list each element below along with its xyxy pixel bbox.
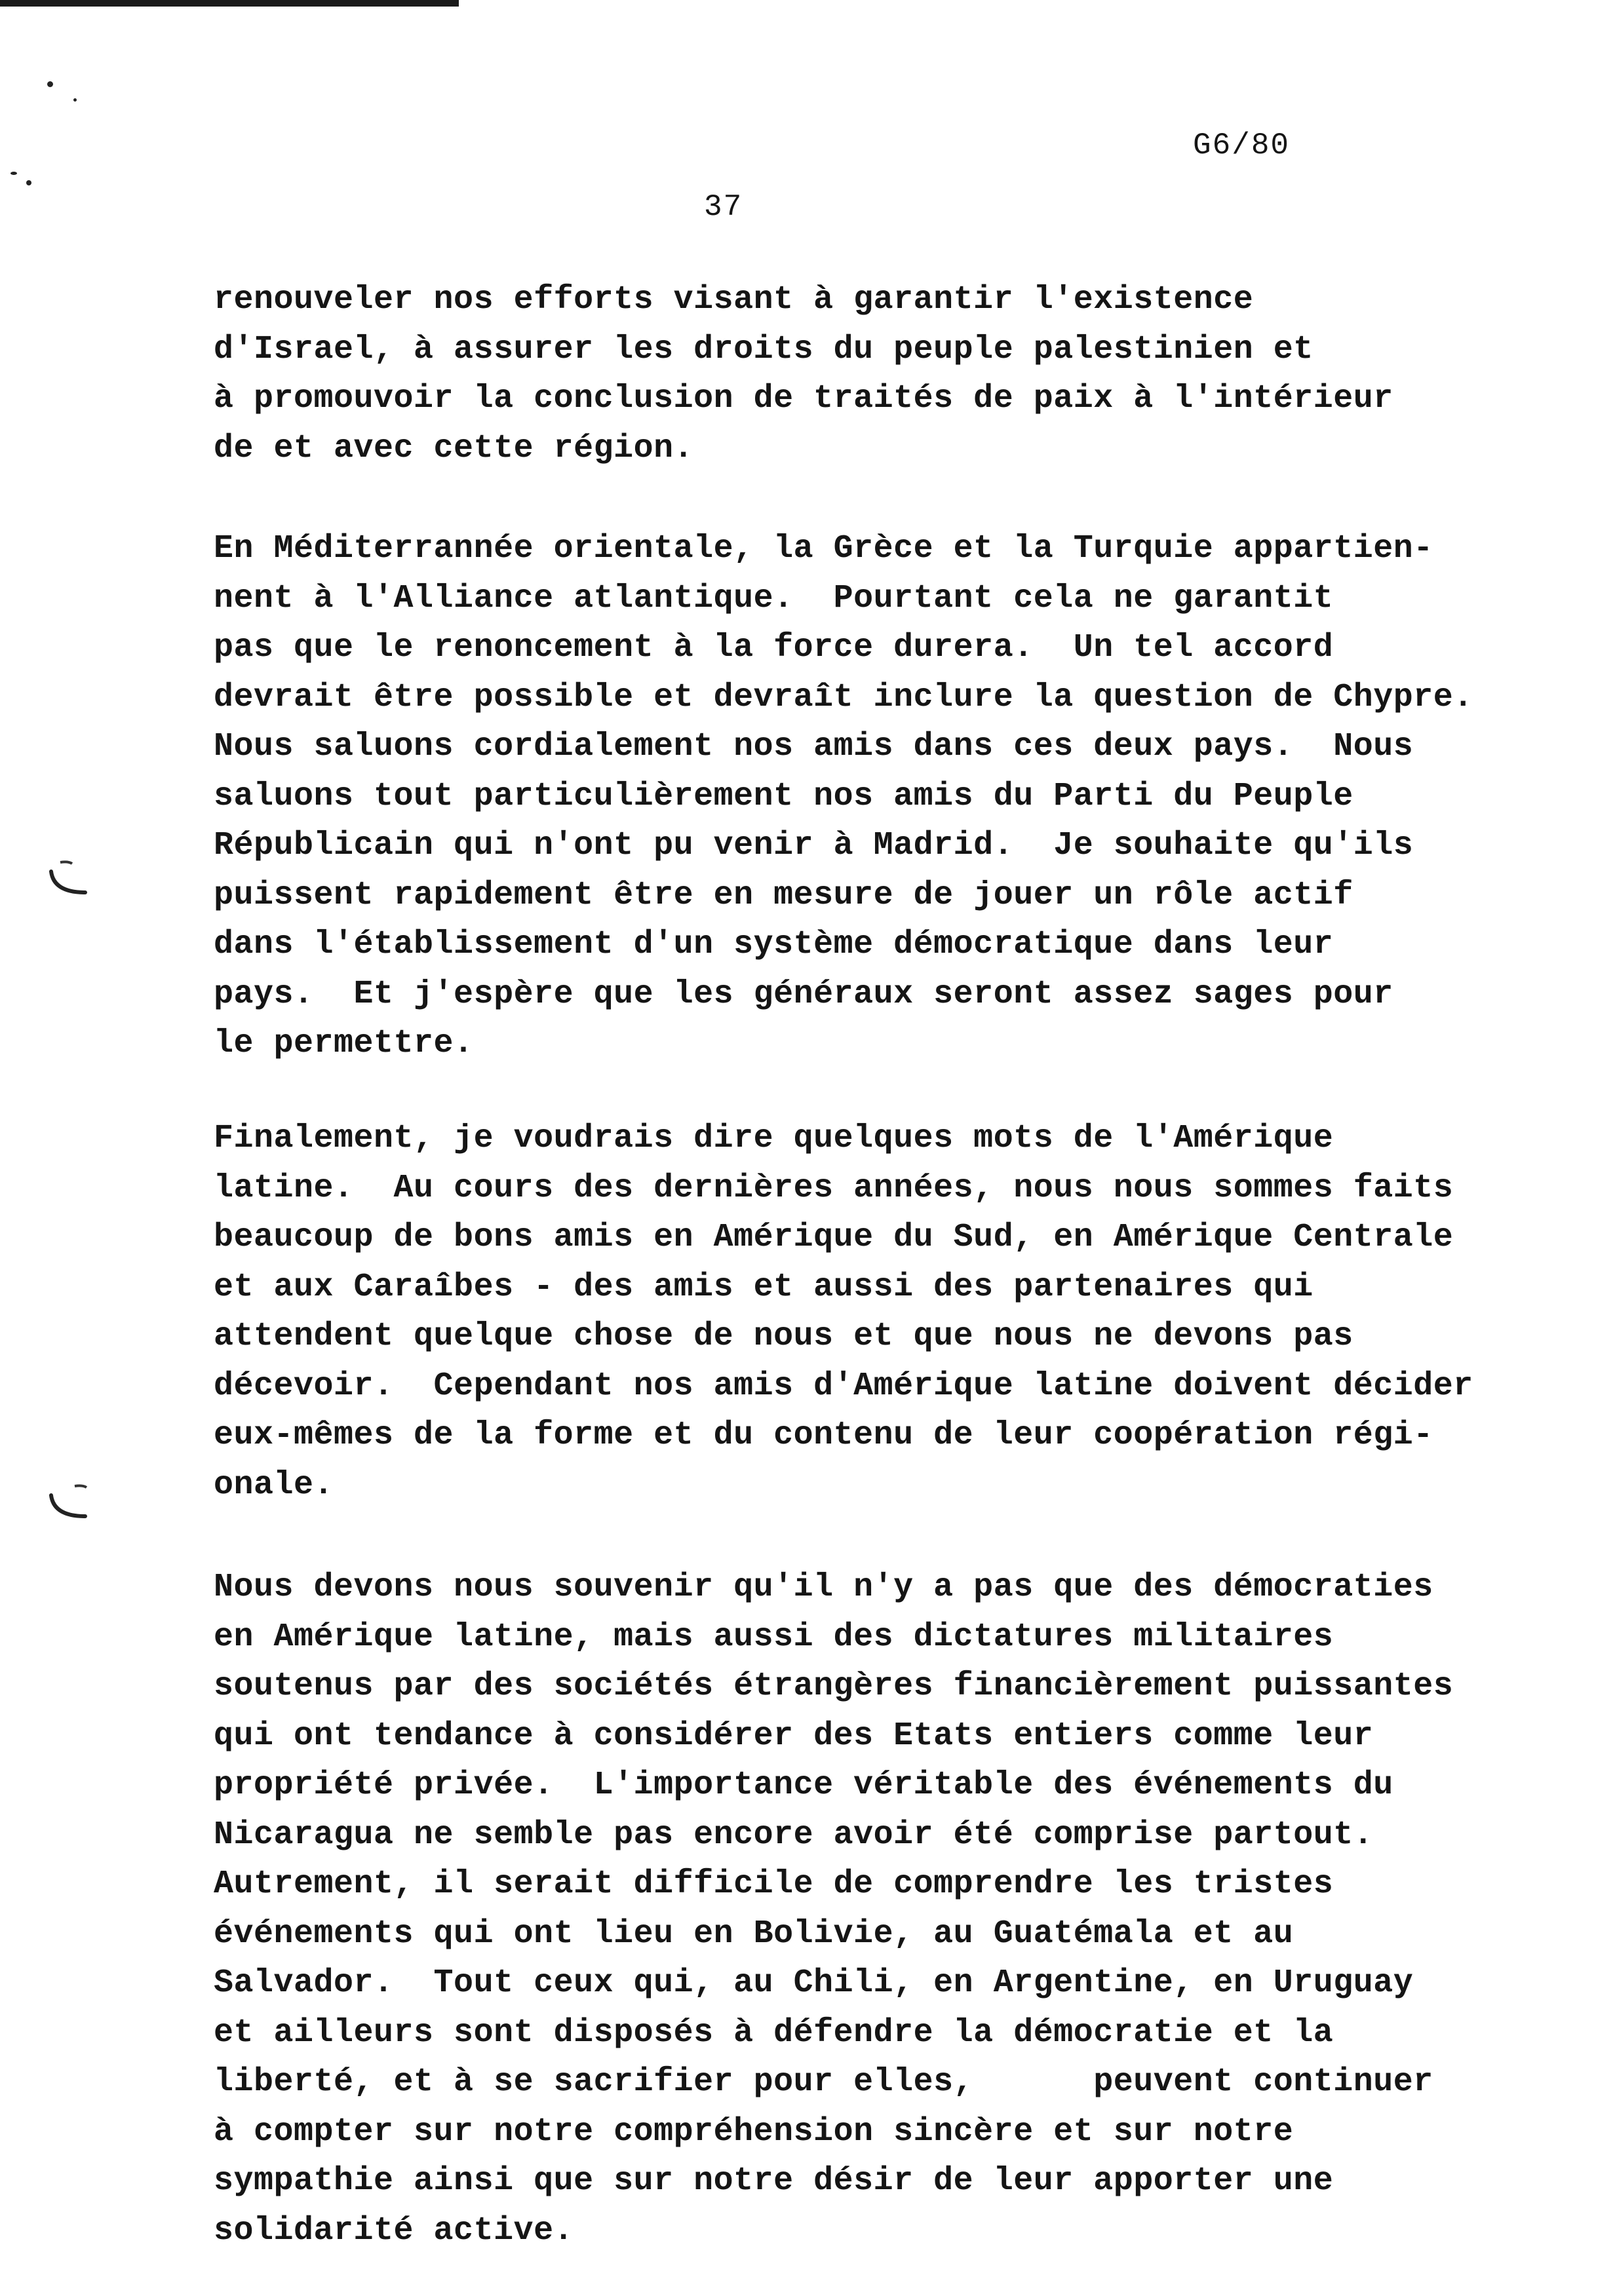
text-line: pas que le renoncement à la force durera. Un tel accord	[214, 629, 1334, 666]
text-line: latine. Au cours des dernières années, nous nous sommes faits	[214, 1169, 1454, 1207]
text-line: devrait être possible et devraît inclure la question de Chypre.	[214, 678, 1473, 716]
paragraph	[214, 275, 1485, 473]
text-line: liberté, et à se sacrifier pour elles, peuvent continuer	[214, 2063, 1433, 2101]
text-line: de et avec cette région.	[214, 429, 694, 467]
scan-speck	[26, 180, 31, 185]
text-line: onale.	[214, 1466, 334, 1504]
text-line: dans l'établissement d'un système démocratique dans leur	[214, 926, 1334, 963]
text-line: Républicain qui n'ont pu venir à Madrid. Je souhaite qu'ils	[214, 827, 1414, 864]
text-line: événements qui ont lieu en Bolivie, au Guatémala et au	[214, 1915, 1294, 1953]
paragraph	[214, 1114, 1485, 1510]
text-line: le permettre.	[214, 1025, 474, 1062]
scan-speck	[47, 81, 53, 87]
text-line: eux-mêmes de la forme et du contenu de leur coopération régi-	[214, 1417, 1433, 1454]
text-line: puissent rapidement être en mesure de jouer un rôle actif	[214, 876, 1353, 914]
text-line: Nous saluons cordialement nos amis dans ces deux pays. Nous	[214, 728, 1414, 765]
document-reference: G6/80	[1193, 128, 1291, 163]
text-line: d'Israel, à assurer les droits du peuple palestinien et	[214, 330, 1313, 368]
text-line: à compter sur notre compréhension sincère et sur notre	[214, 2113, 1294, 2151]
paragraph	[214, 524, 1485, 1069]
text-line: soutenus par des sociétés étrangères financièrement puissantes	[214, 1668, 1454, 1705]
text-line: Autrement, il serait difficile de comprendre les tristes	[214, 1866, 1334, 1903]
text-line: qui ont tendance à considérer des Etats entiers comme leur	[214, 1717, 1374, 1755]
binder-hole-mark	[46, 858, 105, 904]
text-line: à promouvoir la conclusion de traités de paix à l'intérieur	[214, 380, 1393, 417]
text-line: attendent quelque chose de nous et que nous ne devons pas	[214, 1318, 1353, 1355]
text-line: sympathie ainsi que sur notre désir de leur apporter une	[214, 2162, 1334, 2200]
text-line: et ailleurs sont disposés à défendre la démocratie et la	[214, 2014, 1334, 2052]
text-line: saluons tout particulièrement nos amis du Parti du Peuple	[214, 777, 1353, 815]
paragraph	[214, 1563, 1485, 2255]
binder-hole-mark	[46, 1482, 105, 1528]
text-line: propriété privée. L'importance véritable des événements du	[214, 1767, 1393, 1804]
text-line: beaucoup de bons amis en Amérique du Sud, en Amérique Centrale	[214, 1219, 1454, 1256]
scan-speck	[10, 172, 17, 175]
text-line: Nicaragua ne semble pas encore avoir été comprise partout.	[214, 1816, 1374, 1854]
top-edge-rule	[0, 0, 459, 7]
text-line: Salvador. Tout ceux qui, au Chili, en Argentine, en Uruguay	[214, 1964, 1414, 2002]
text-line: en Amérique latine, mais aussi des dictatures militaires	[214, 1618, 1334, 1656]
page-number: 37	[704, 190, 743, 224]
scan-speck	[73, 98, 77, 102]
text-line: Nous devons nous souvenir qu'il n'y a pas que des démocraties	[214, 1569, 1433, 1606]
text-line: solidarité active.	[214, 2211, 574, 2249]
text-line: nent à l'Alliance atlantique. Pourtant cela ne garantit	[214, 579, 1334, 617]
text-line: renouveler nos efforts visant à garantir l'existence	[214, 281, 1254, 318]
text-line: En Méditerrannée orientale, la Grèce et la Turquie appartien-	[214, 530, 1433, 567]
text-line: Finalement, je voudrais dire quelques mots de l'Amérique	[214, 1120, 1334, 1157]
text-line: et aux Caraîbes - des amis et aussi des partenaires qui	[214, 1268, 1313, 1306]
text-line: décevoir. Cependant nos amis d'Amérique latine doivent décider	[214, 1367, 1473, 1405]
text-line: pays. Et j'espère que les généraux seront assez sages pour	[214, 975, 1393, 1013]
